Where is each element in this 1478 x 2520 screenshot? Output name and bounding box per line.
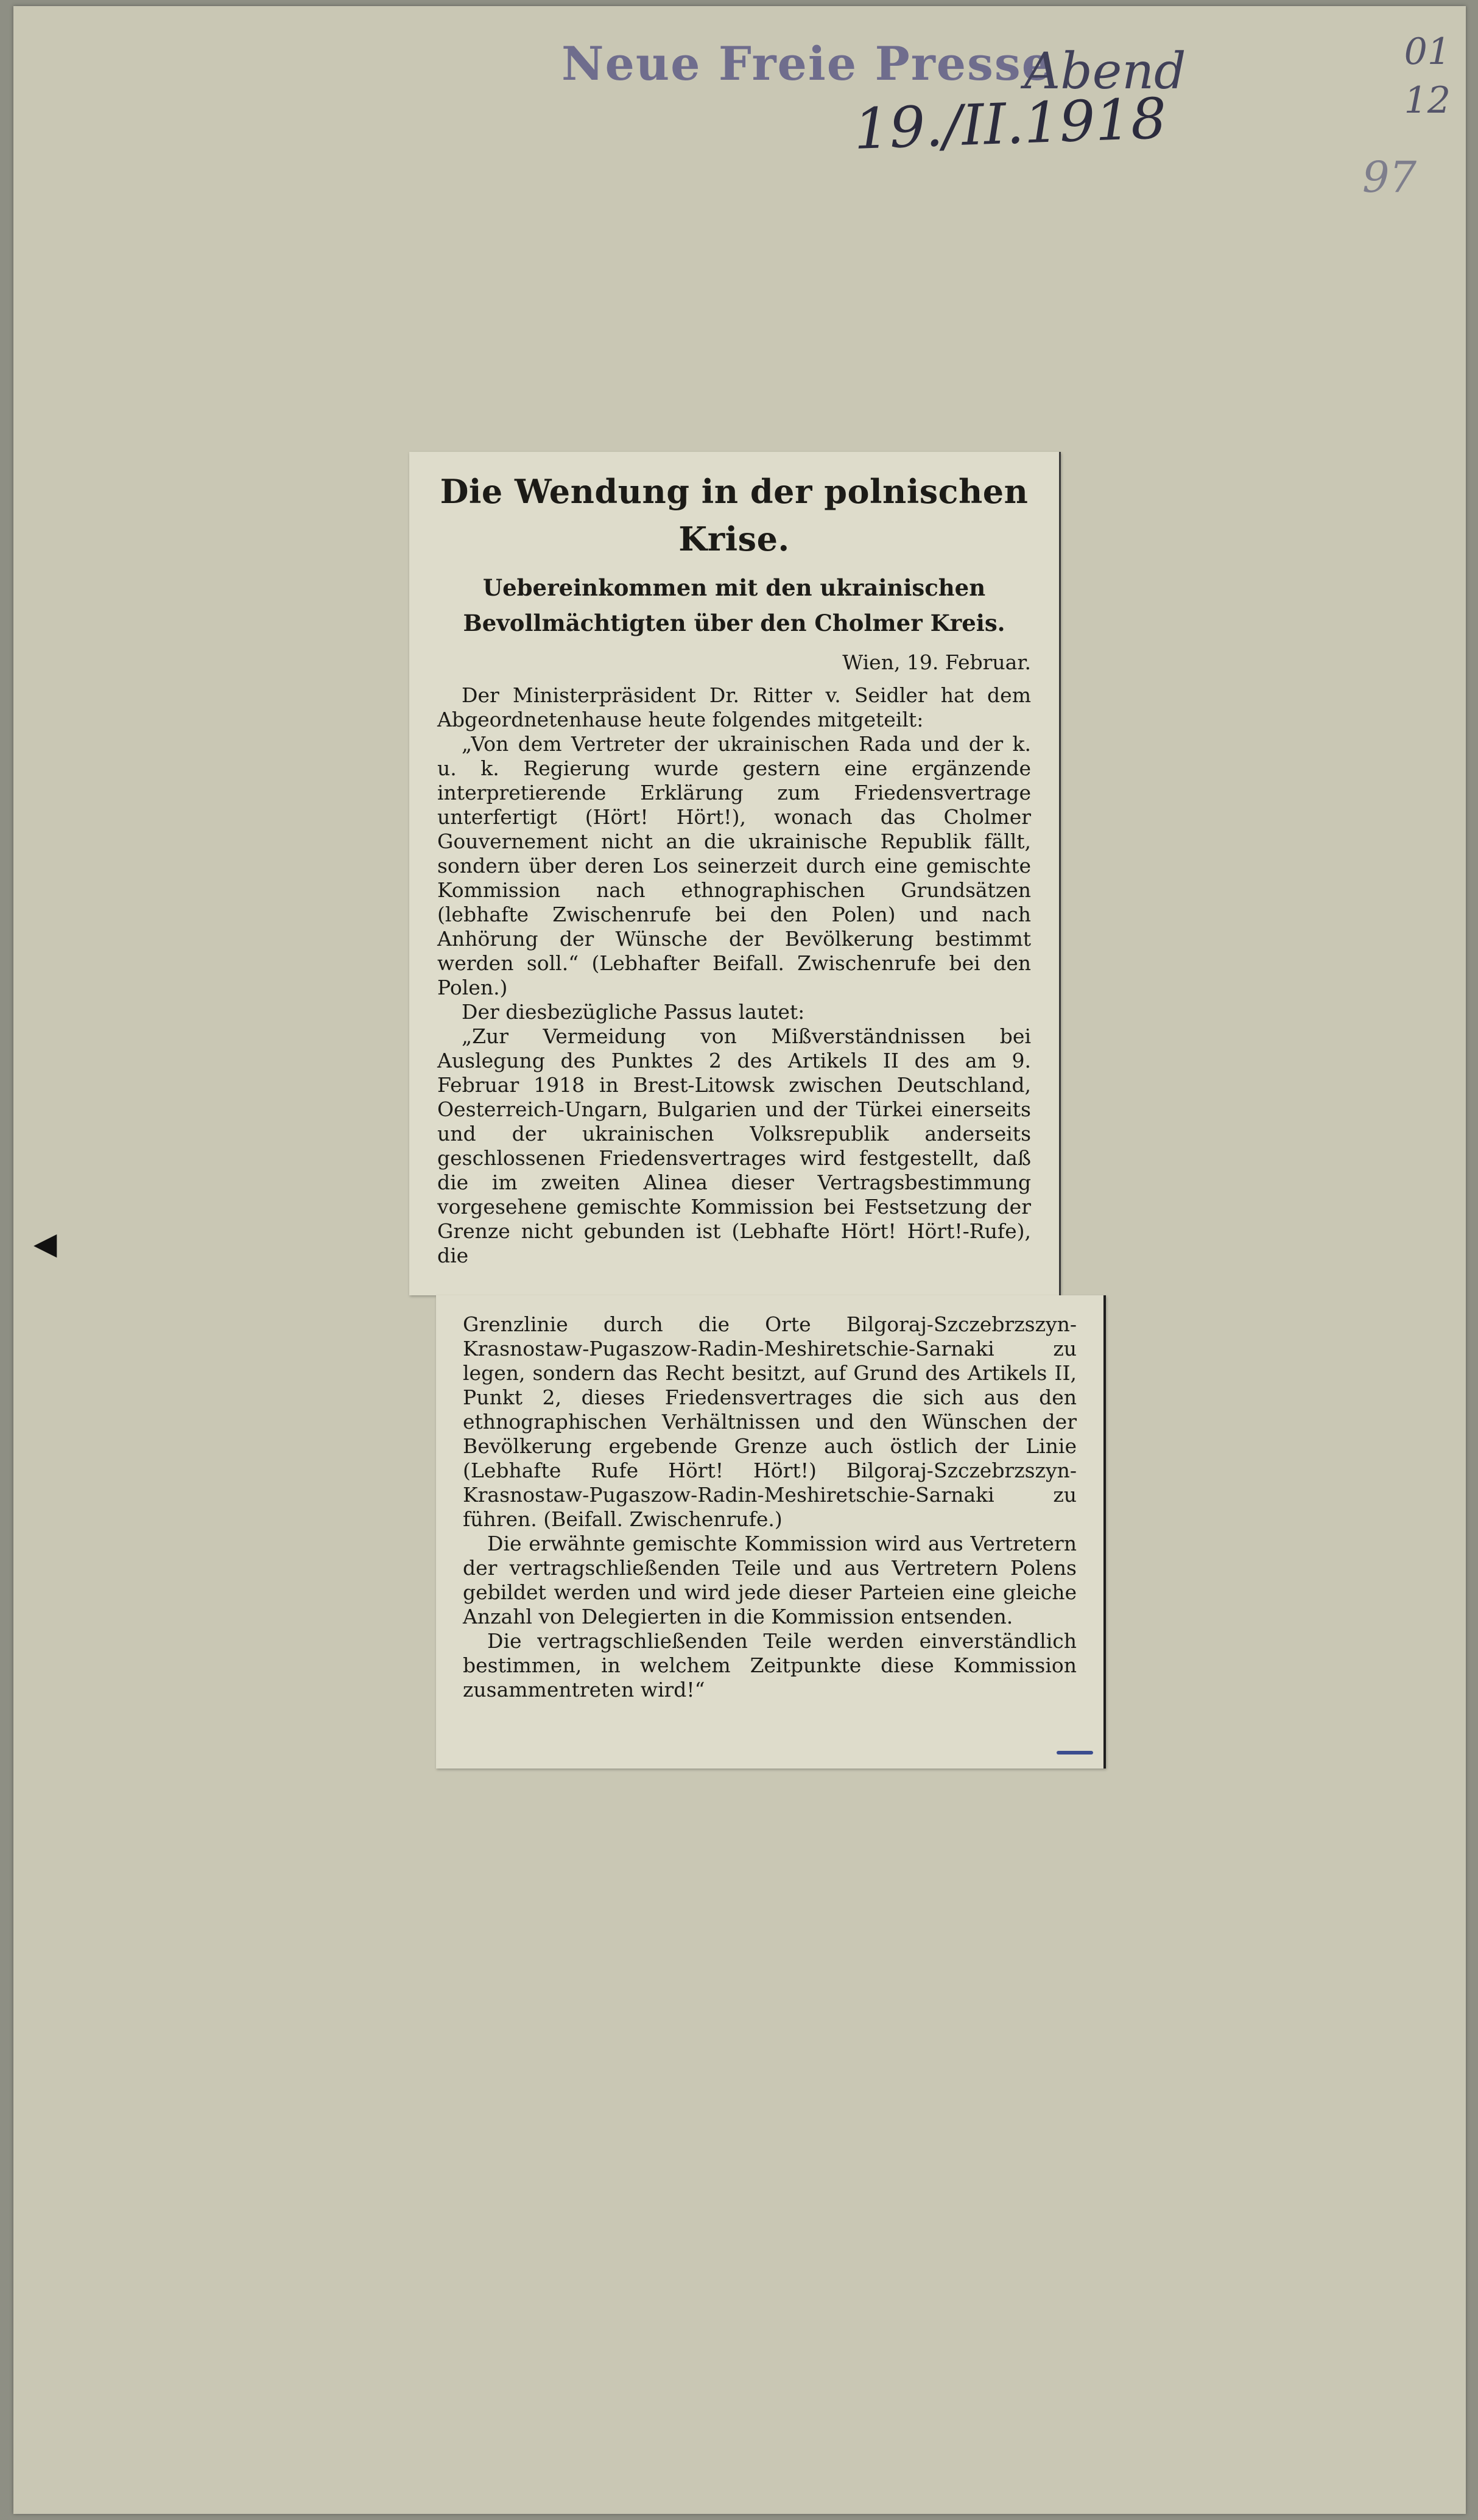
article-paragraph: Der diesbezügliche Passus lautet: [462, 1000, 805, 1024]
corner-page-number: 97 [1362, 152, 1417, 202]
article-paragraph: „Zur Vermeidung von Mißverständnissen bei Auslegung des Punktes 2 des Artikels II des am 9. Februar 1918 in Brest-Litowsk zwischen Deutschland, Oesterreich-Ungarn, Bulgarien und der Türkei einerseits und der ukrainischen Volksrepublik anderseits geschlossenen Friedensvertrages wird festgestellt, daß die im zweiten Alinea dieser Vertragsbestimmung vorgesehene gemischte Kommission bei Festsetzung der Grenze nicht gebunden ist (Lebhafte Hört! Hört!-Rufe), die [437, 1024, 1031, 1267]
article-continuation-paragraph: Grenzlinie durch die Orte Bilgoraj-Szczebrzszyn-Krasnostaw-Pugaszow-Radin-Meshiretschie-Sarnaki zu legen, sondern das Recht besitzt, auf Grund des Artikels II, Punkt 2, dieses Friedensvertrages die sich aus den ethnographischen Verhältnissen und den Wünschen der Bevölkerung ergebende Grenze auch östlich der Linie (Lebhafte Rufe Hört! Hört!) Bilgoraj-Szczebrzszyn-Krasnostaw-Pugaszow-Radin-Meshiretschie-Sarnaki zu führen. (Beifall. Zwischenrufe.) [463, 1312, 1077, 1531]
handwritten-edition-note: Abend [1024, 43, 1186, 100]
article-paragraph: „Von dem Vertreter der ukrainischen Rada und der k. u. k. Regierung wurde gestern eine ergänzende interpretierende Erklärung zum Friedensvertrage unterfertigt (Hört! Hört!), wonach das Cholmer Gouvernement nicht an die ukrainische Republik fällt, sondern über deren Los seinerzeit durch eine gemischte Kommission nach ethnographischen Grundsätzen (lebhafte Zwischenrufe bei den Polen) und nach Anhörung der Wünsche der Bevölkerung bestimmt werden soll.“ (Lebhafter Beifall. Zwischenrufe bei den Polen.) [437, 732, 1031, 999]
newspaper-stamp [561, 37, 1052, 91]
newspaper-clipping-top [409, 452, 1061, 1295]
corner-mark-mid: 12 [1404, 79, 1451, 122]
article-title: Die Wendung in der polnischen Krise. [440, 472, 1029, 558]
article-continuation-paragraph: Die erwähnte gemischte Kommission wird aus Vertretern der vertragschließenden Teile und aus Vertretern Polens gebildet werden und wird jede dieser Parteien eine gleiche Anzahl von Delegierten in die Kommission entsenden. [463, 1532, 1077, 1628]
blue-pencil-mark [1057, 1751, 1093, 1754]
article-paragraph: Der Ministerpräsident Dr. Ritter v. Seidler hat dem Abgeordnetenhause heute folgendes mitgeteilt: [437, 683, 1031, 731]
article-continuation-paragraph: Die vertragschließenden Teile werden einverständlich bestimmen, in welchem Zeitpunkte diese Kommission zusammentreten wird!“ [463, 1629, 1077, 1702]
stamp-text: Neue Freie Presse [561, 37, 1053, 91]
article-subtitle: Uebereinkommen mit den ukrainischen Bevollmächtigten über den Cholmer Kreis. [463, 574, 1005, 636]
handwritten-date: 19./II.1918 [853, 86, 1168, 162]
corner-mark-top: 01 [1404, 30, 1451, 73]
corner-archive-mark [1390, 30, 1457, 152]
edge-arrow-mark: ◀ [33, 1226, 57, 1261]
newspaper-clipping-bottom [436, 1295, 1106, 1769]
article-dateline: Wien, 19. Februar. [842, 650, 1031, 674]
